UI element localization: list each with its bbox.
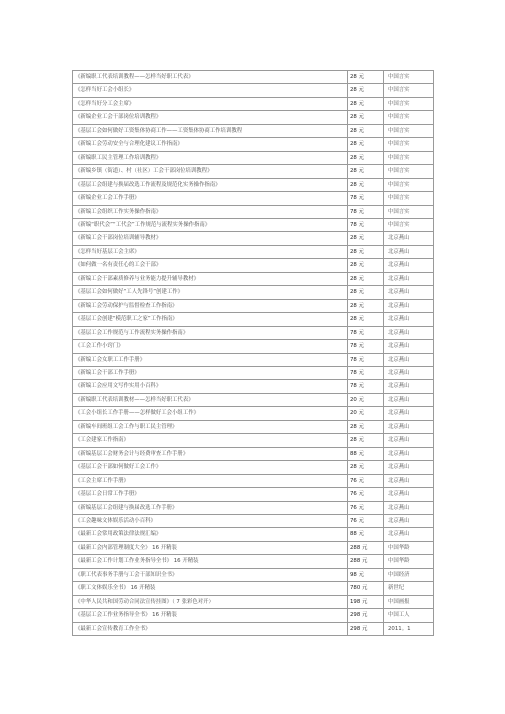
table-row	[73, 218, 434, 231]
book-title-cell: 《新编工会干部岗位培训辅导教材》	[73, 232, 348, 245]
publisher-cell: 北京燕山	[384, 407, 434, 420]
price-cell: 28 元	[348, 232, 384, 245]
price-cell: 78 元	[348, 340, 384, 353]
table-row	[73, 259, 434, 272]
publisher-cell: 北京燕山	[384, 326, 434, 339]
publisher-cell: 北京燕山	[384, 528, 434, 541]
publisher-cell: 北京燕山	[384, 299, 434, 312]
table-row	[73, 528, 434, 541]
price-cell: 78 元	[348, 366, 384, 379]
book-title-cell: 《新编工会劳动保护与监督检查工作指南》	[73, 299, 348, 312]
price-cell: 28 元	[348, 286, 384, 299]
table-row	[73, 151, 434, 164]
book-title-cell: 《新编工会组织工作实务操作指南》	[73, 205, 348, 218]
book-title-cell: 《新编车间班组工会工作与职工民主管理》	[73, 420, 348, 433]
price-cell: 98 元	[348, 568, 384, 581]
price-cell: 28 元	[348, 84, 384, 97]
price-cell: 198 元	[348, 595, 384, 608]
table-row	[73, 366, 434, 379]
publisher-cell: 中国言实	[384, 151, 434, 164]
price-cell: 28 元	[348, 313, 384, 326]
table-row	[73, 541, 434, 554]
table-row	[73, 97, 434, 110]
book-title-cell: 《基层工会组建与换届改选工作流程及规范化实务操作指南》	[73, 178, 348, 191]
price-cell: 78 元	[348, 380, 384, 393]
price-cell: 78 元	[348, 353, 384, 366]
publisher-cell: 中国工人	[384, 609, 434, 622]
book-title-cell: 《工会趣味文体娱乐活动小百科》	[73, 514, 348, 527]
price-cell: 78 元	[348, 205, 384, 218]
publisher-cell: 中国华龄	[384, 555, 434, 568]
table-row	[73, 245, 434, 258]
publisher-cell: 新世纪	[384, 582, 434, 595]
price-cell: 28 元	[348, 71, 384, 84]
book-title-cell: 《最新工会常用政策法律法规汇编》	[73, 528, 348, 541]
publisher-cell: 北京燕山	[384, 393, 434, 406]
price-cell: 28 元	[348, 178, 384, 191]
table-row	[73, 111, 434, 124]
book-title-cell: 《基层工会干部如何做好工会工作》	[73, 461, 348, 474]
price-cell: 298 元	[348, 609, 384, 622]
table-row	[73, 313, 434, 326]
book-title-cell: 《基层工会工作业务指导全书》 16 开精装	[73, 609, 348, 622]
book-title-cell: 《新编企业工会工作手册》	[73, 192, 348, 205]
publisher-cell: 北京燕山	[384, 488, 434, 501]
book-title-cell: 《中华人民共和国劳动合同法宣传挂图》（ 7 张彩色对开）	[73, 595, 348, 608]
table-row	[73, 420, 434, 433]
price-cell: 28 元	[348, 299, 384, 312]
book-title-cell: 《新编职工民主管理工作培训教程》	[73, 151, 348, 164]
book-title-cell: 《新编职工代表培训教材——怎样当好职工代表》	[73, 393, 348, 406]
book-title-cell: 《新编工会女职工工作手册》	[73, 353, 348, 366]
publisher-cell: 北京燕山	[384, 434, 434, 447]
publisher-cell: 2011。1	[384, 622, 434, 635]
publisher-cell: 北京燕山	[384, 286, 434, 299]
table-row	[73, 461, 434, 474]
book-list-sheet	[72, 70, 433, 636]
price-cell: 28 元	[348, 138, 384, 151]
publisher-cell: 中国言实	[384, 138, 434, 151]
price-cell: 28 元	[348, 124, 384, 137]
publisher-cell: 北京燕山	[384, 232, 434, 245]
price-cell: 76 元	[348, 488, 384, 501]
publisher-cell: 中国言实	[384, 111, 434, 124]
table-row	[73, 393, 434, 406]
table-row	[73, 595, 434, 608]
book-title-cell: 《工会主席工作手册》	[73, 474, 348, 487]
publisher-cell: 北京燕山	[384, 447, 434, 460]
table-row	[73, 326, 434, 339]
price-cell: 298 元	[348, 622, 384, 635]
book-title-cell: 《新编乡镇（街道）、村（社区）工会干部岗位培训教程》	[73, 165, 348, 178]
book-title-cell: 《新编“职代会”“工代会”工作规范与流程实务操作指南》	[73, 218, 348, 231]
book-title-cell: 《怎样当好基层工会主席》	[73, 245, 348, 258]
book-title-cell: 《基层工会日常工作手册》	[73, 488, 348, 501]
book-title-cell: 《基层工会创建“模范职工之家”工作指南》	[73, 313, 348, 326]
publisher-cell: 北京燕山	[384, 514, 434, 527]
publisher-cell: 北京燕山	[384, 340, 434, 353]
price-cell: 78 元	[348, 218, 384, 231]
publisher-cell: 中国言实	[384, 165, 434, 178]
publisher-cell: 中国华龄	[384, 541, 434, 554]
table-row	[73, 165, 434, 178]
book-title-cell: 《工会小组长工作手册——怎样做好工会小组工作》	[73, 407, 348, 420]
publisher-cell: 中国言实	[384, 218, 434, 231]
table-row	[73, 192, 434, 205]
book-title-cell: 《最新工会内部管理制度大全》 16 开精装	[73, 541, 348, 554]
book-title-cell: 《怎样当好分工会主席》	[73, 97, 348, 110]
price-cell: 76 元	[348, 514, 384, 527]
publisher-cell: 中国言实	[384, 71, 434, 84]
publisher-cell: 北京燕山	[384, 380, 434, 393]
book-title-cell: 《工会建家工作指南》	[73, 434, 348, 447]
price-cell: 20 元	[348, 407, 384, 420]
book-title-cell: 《职工代表事务手册与工会干部知识全书》	[73, 568, 348, 581]
publisher-cell: 北京燕山	[384, 313, 434, 326]
publisher-cell: 北京燕山	[384, 245, 434, 258]
publisher-cell: 中国言实	[384, 97, 434, 110]
book-title-cell: 《怎样当好工会小组长》	[73, 84, 348, 97]
book-title-cell: 《新编工会干部素质修养与业务能力提升辅导教材》	[73, 272, 348, 285]
book-title-cell: 《职工文体娱乐全书》 16 开精装	[73, 582, 348, 595]
table-row	[73, 71, 434, 84]
table-row	[73, 178, 434, 191]
book-title-cell: 《最新工会工作计划工作业务指导全书》 16 开精装	[73, 555, 348, 568]
publisher-cell: 中国画报	[384, 595, 434, 608]
publisher-cell: 北京燕山	[384, 501, 434, 514]
publisher-cell: 北京燕山	[384, 420, 434, 433]
publisher-cell: 中国言实	[384, 178, 434, 191]
price-cell: 288 元	[348, 555, 384, 568]
price-cell: 28 元	[348, 97, 384, 110]
publisher-cell: 北京燕山	[384, 272, 434, 285]
price-cell: 288 元	[348, 541, 384, 554]
book-title-cell: 《工会工作小窍门》	[73, 340, 348, 353]
publisher-cell: 北京燕山	[384, 259, 434, 272]
book-title-cell: 《新编基层工会财务会计与经费审查工作手册》	[73, 447, 348, 460]
publisher-cell: 中国言实	[384, 124, 434, 137]
table-row	[73, 380, 434, 393]
table-row	[73, 340, 434, 353]
price-cell: 28 元	[348, 434, 384, 447]
table-row	[73, 622, 434, 635]
price-cell: 28 元	[348, 111, 384, 124]
table-row	[73, 582, 434, 595]
price-cell: 88 元	[348, 447, 384, 460]
table-row	[73, 286, 434, 299]
price-cell: 28 元	[348, 259, 384, 272]
table-row	[73, 434, 434, 447]
book-title-cell: 《新编企业工会干部岗位培训教程》	[73, 111, 348, 124]
table-row	[73, 609, 434, 622]
book-title-cell: 《基层工会如何做好“工人先锋号”创建工作》	[73, 286, 348, 299]
price-cell: 28 元	[348, 151, 384, 164]
table-row	[73, 232, 434, 245]
book-title-cell: 《新编工会干部工作手册》	[73, 366, 348, 379]
table-row	[73, 138, 434, 151]
book-title-cell: 《基层工会如何做好工资集体协商工作——工资集体协商工作培训教程	[73, 124, 348, 137]
price-cell: 28 元	[348, 420, 384, 433]
table-row	[73, 272, 434, 285]
price-cell: 76 元	[348, 501, 384, 514]
table-body	[73, 71, 434, 636]
table-row	[73, 474, 434, 487]
publisher-cell: 北京燕山	[384, 366, 434, 379]
book-title-cell: 《基层工会工作规范与工作流程实务操作指南》	[73, 326, 348, 339]
book-title-cell: 《新编基层工会组建与换届改选工作手册》	[73, 501, 348, 514]
table-row	[73, 205, 434, 218]
table-row	[73, 353, 434, 366]
publisher-cell: 北京燕山	[384, 461, 434, 474]
table-row	[73, 447, 434, 460]
price-cell: 78 元	[348, 192, 384, 205]
table-row	[73, 299, 434, 312]
book-title-cell: 《如何做一名有责任心的工会干部》	[73, 259, 348, 272]
table-row	[73, 501, 434, 514]
price-cell: 20 元	[348, 393, 384, 406]
book-title-cell: 《最新工会宣传教育工作全书》	[73, 622, 348, 635]
publisher-cell: 北京燕山	[384, 353, 434, 366]
price-cell: 780 元	[348, 582, 384, 595]
table-row	[73, 407, 434, 420]
publisher-cell: 北京燕山	[384, 474, 434, 487]
book-price-table	[72, 70, 434, 636]
price-cell: 78 元	[348, 326, 384, 339]
book-title-cell: 《新编职工代表培训教程——怎样当好职工代表》	[73, 71, 348, 84]
table-row	[73, 124, 434, 137]
price-cell: 28 元	[348, 272, 384, 285]
price-cell: 28 元	[348, 461, 384, 474]
publisher-cell: 中国言实	[384, 84, 434, 97]
price-cell: 28 元	[348, 245, 384, 258]
table-row	[73, 84, 434, 97]
book-title-cell: 《新编工会应用文写作实用小百科》	[73, 380, 348, 393]
table-row	[73, 514, 434, 527]
table-row	[73, 488, 434, 501]
publisher-cell: 中国言实	[384, 192, 434, 205]
table-row	[73, 568, 434, 581]
table-row	[73, 555, 434, 568]
price-cell: 88 元	[348, 528, 384, 541]
price-cell: 76 元	[348, 474, 384, 487]
book-title-cell: 《新编工会劳动安全与合理化建议工作指南》	[73, 138, 348, 151]
publisher-cell: 中国经济	[384, 568, 434, 581]
publisher-cell: 中国言实	[384, 205, 434, 218]
price-cell: 28 元	[348, 165, 384, 178]
